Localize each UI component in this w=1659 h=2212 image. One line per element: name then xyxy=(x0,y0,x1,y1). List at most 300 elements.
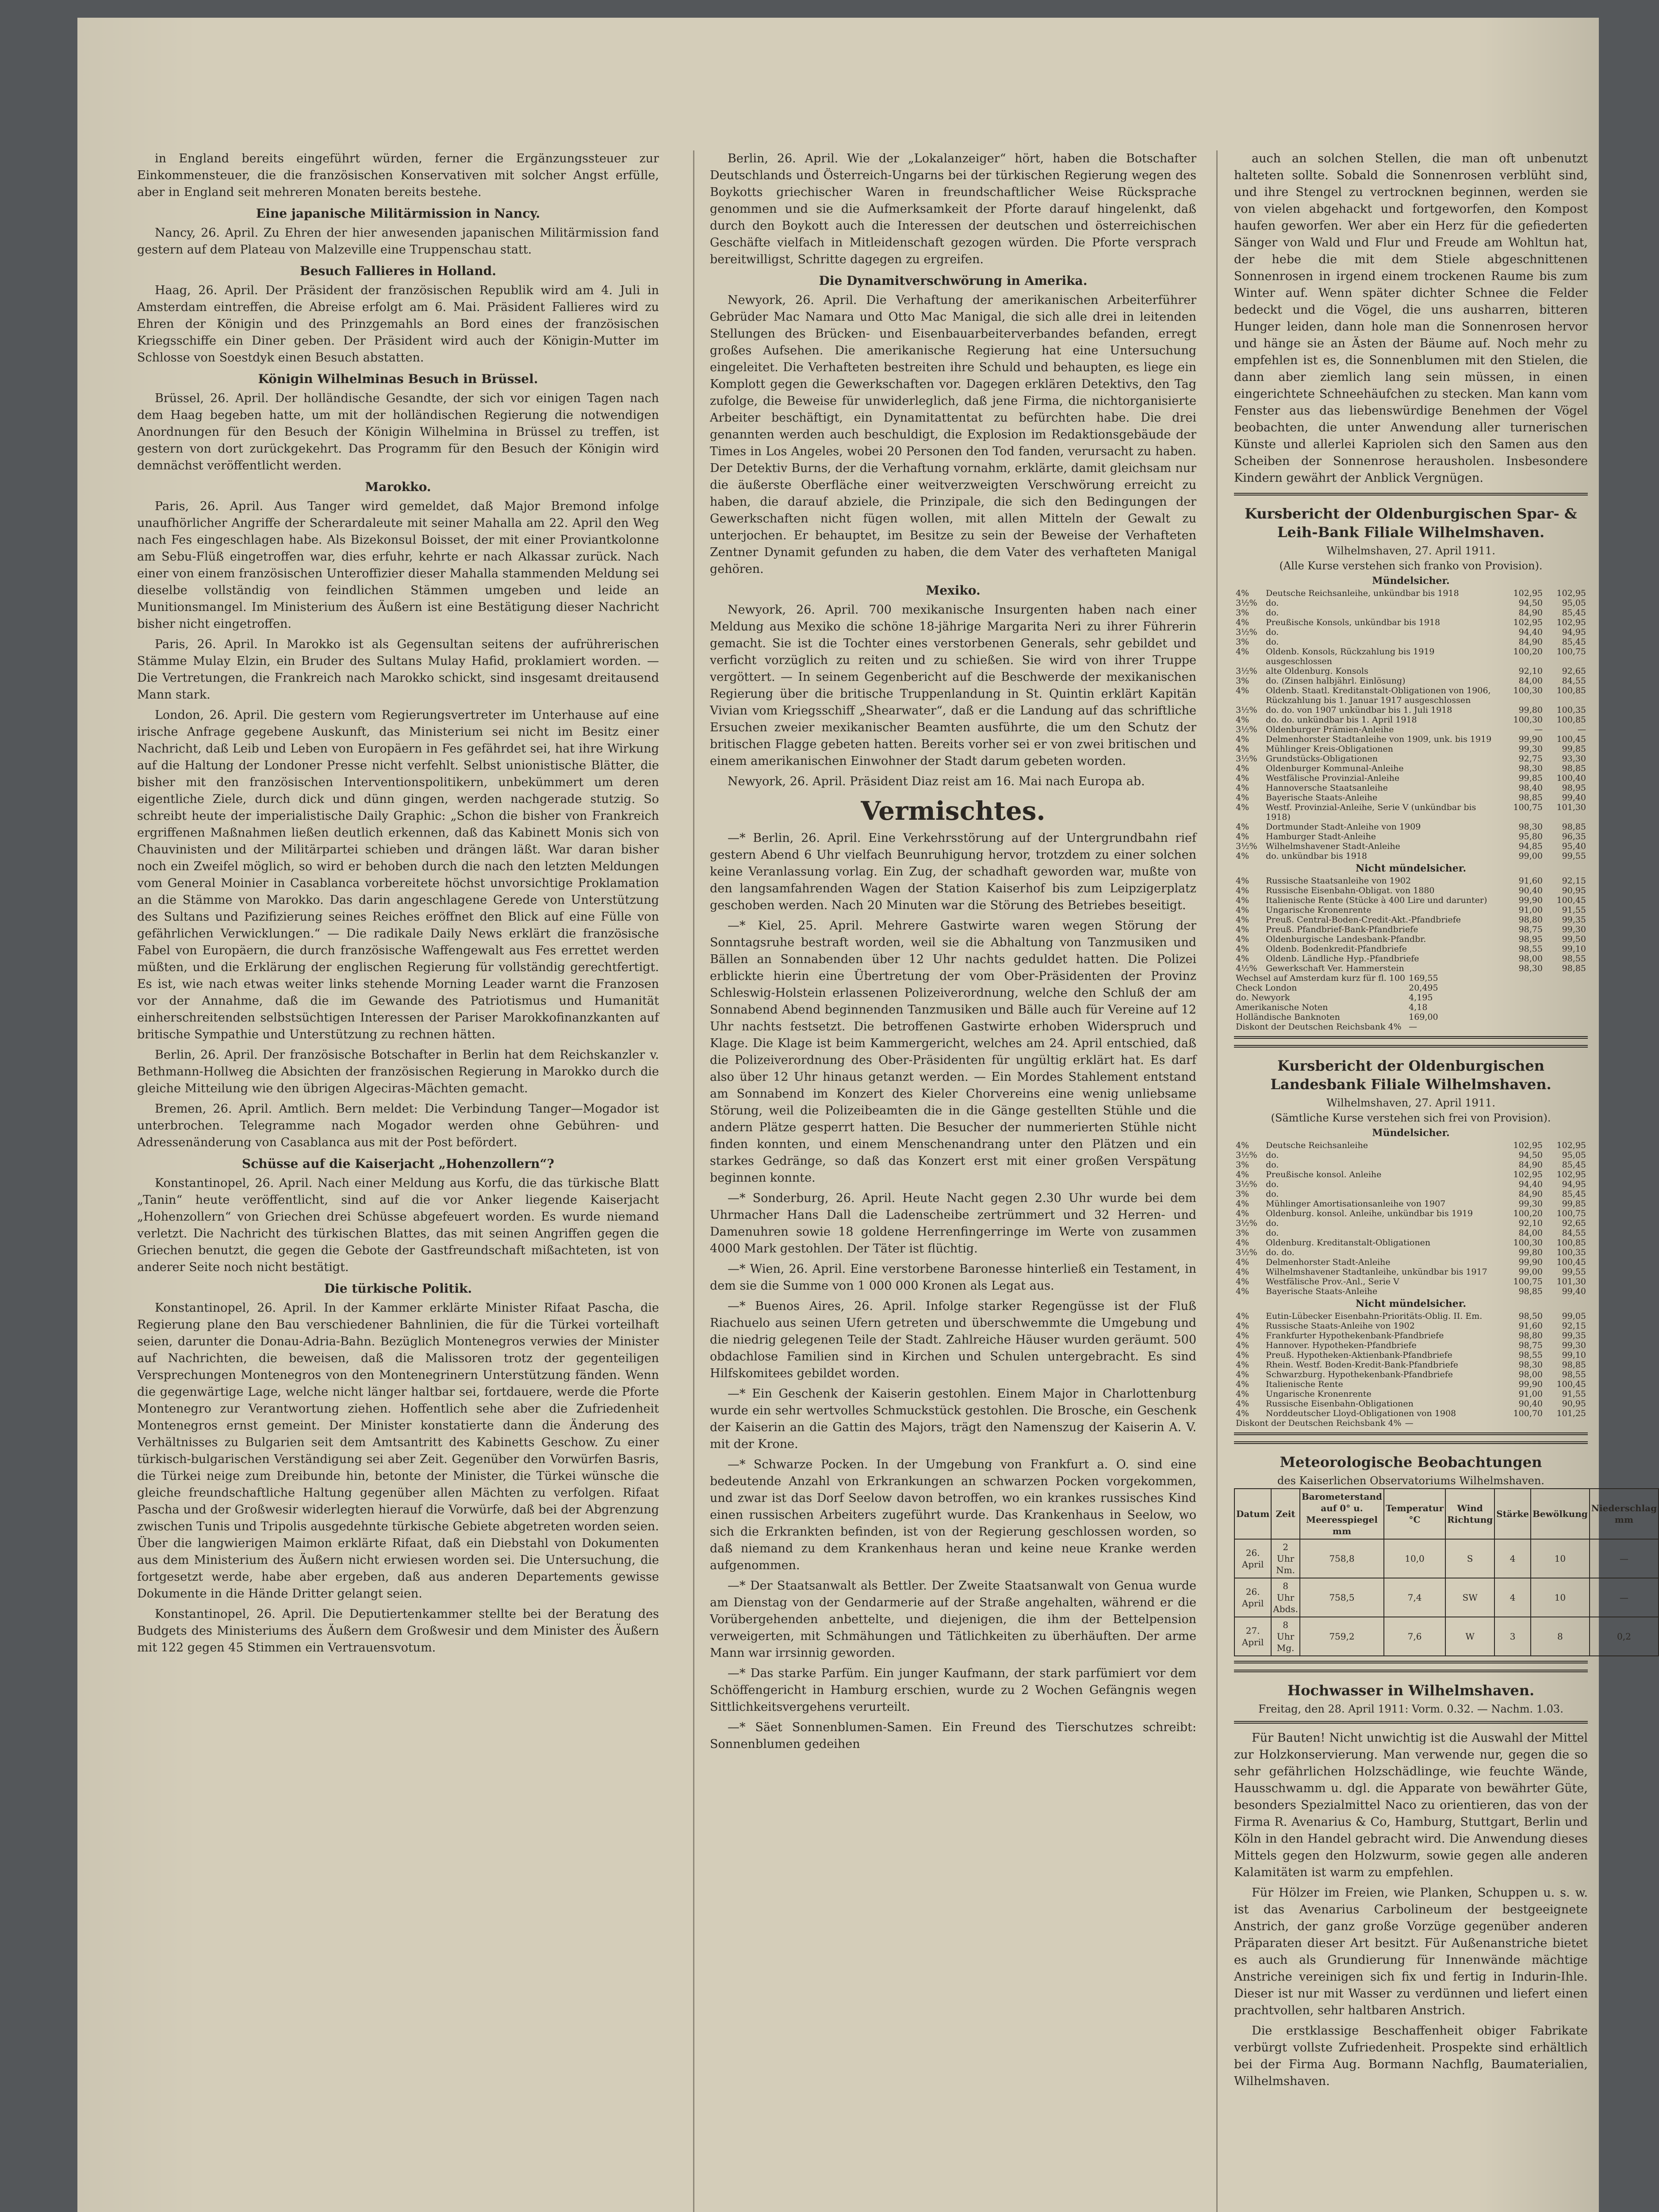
weather-header: Stärke xyxy=(1494,1489,1531,1539)
weather-report xyxy=(1234,1441,1657,1663)
rate-percent: 4% xyxy=(1236,886,1249,895)
rate-sell: 99,30 xyxy=(1562,1340,1586,1350)
rate-name: Hannoversche Staatsanleihe xyxy=(1266,783,1388,793)
rate-buy: 98,30 xyxy=(1518,964,1543,973)
rate-name: alte Oldenburg. Konsols xyxy=(1266,666,1368,676)
rate-buy: 91,00 xyxy=(1518,1389,1543,1399)
rate-name: Oldenburger Prämien-Anleihe xyxy=(1266,725,1394,734)
rate-sell: 101,25 xyxy=(1556,1409,1586,1418)
rate-row xyxy=(1234,734,1588,744)
rate-name: Preuß. Hypotheken-Aktienbank-Pfandbriefe xyxy=(1266,1350,1452,1360)
rate-name: Oldenb. Bodenkredit-Pfandbriefe xyxy=(1266,944,1407,954)
rate-row xyxy=(1234,793,1588,803)
rate-sell: 99,10 xyxy=(1562,944,1586,954)
rate-sell: 99,30 xyxy=(1562,925,1586,934)
article-heading: Mexiko. xyxy=(926,583,981,598)
column-2 xyxy=(710,150,1196,1756)
article-paragraph: Für Bauten! Nicht unwichtig ist die Auswahl der Mittel zur Holzkonservierung. Man verwende nur, gegen die so sehr gefährlichen Holzschädlinge, wie feuchte Wände, Hausschwamm u. dgl. die Apparate von bewährter Güte, besonders Spezialmittel Naco zu orientieren, das von der Firma R. Avenarius & Co, Hamburg, Stuttgart, Berlin und Köln in den Handel gebracht wird. Die Anwendung dieses Mittels gegen den Holzwurm, sowie gegen alle anderen Kalamitäten ist warm zu empfehlen. xyxy=(1234,1731,1588,1879)
rate-name: Eutin-Lübecker Eisenbahn-Prioritäts-Oblig. II. Em. xyxy=(1266,1311,1483,1321)
rates-table xyxy=(1234,1141,1588,1296)
rate-name: Oldenburger Kommunal-Anleihe xyxy=(1266,764,1404,773)
rate-percent: 3% xyxy=(1236,1189,1249,1199)
rate-row xyxy=(1234,1248,1588,1257)
rate-buy: 92,75 xyxy=(1518,754,1543,764)
weather-header: Temperatur °C xyxy=(1384,1489,1445,1539)
rate-buy: 100,30 xyxy=(1513,1238,1543,1248)
rate-buy: 102,95 xyxy=(1513,1141,1543,1150)
rate-sell: 99,40 xyxy=(1562,793,1586,803)
rate-sell: 95,05 xyxy=(1562,1150,1586,1160)
tide-report xyxy=(1234,1670,1588,1724)
article-paragraph: Die erstklassige Beschaffenheit obiger Fabrikate verbürgt vollste Zufriedenheit. Prospekte sind erhältlich bei der Firma Aug. Bormann Nachflg, Baumaterialien, Wilhelmshaven. xyxy=(1234,2024,1588,2088)
rate-name: Hannover. Hypotheken-Pfandbriefe xyxy=(1266,1340,1417,1350)
rate-sell: 100,85 xyxy=(1556,1238,1586,1248)
rate-percent: 4% xyxy=(1236,1141,1249,1150)
rate-percent: 4% xyxy=(1236,915,1249,925)
weather-table xyxy=(1234,1488,1659,1656)
rate-percent: 4% xyxy=(1236,1277,1249,1286)
rate-row xyxy=(1234,886,1588,895)
weather-cell: 0,2 xyxy=(1590,1617,1659,1656)
rate-name: do. xyxy=(1266,1179,1279,1189)
rate-percent: 4% xyxy=(1236,1311,1249,1321)
rate-buy: 98,30 xyxy=(1518,1360,1543,1370)
rate-buy: 99,80 xyxy=(1518,1248,1543,1257)
rate-buy: 90,40 xyxy=(1518,886,1543,895)
rate-row xyxy=(1234,1141,1588,1150)
rate-buy: 90,40 xyxy=(1518,1399,1543,1409)
rate-row xyxy=(1234,1360,1588,1370)
article-heading: Die Dynamitverschwörung in Amerika. xyxy=(819,273,1088,288)
rate-name: do. xyxy=(1266,627,1279,637)
rate-percent: 4% xyxy=(1236,1389,1249,1399)
rate-sell: 100,45 xyxy=(1556,1257,1586,1267)
rate-percent: 4% xyxy=(1236,1331,1249,1340)
rate-row xyxy=(1234,876,1588,886)
rate-buy: 99,00 xyxy=(1518,1267,1543,1277)
column-divider xyxy=(1216,150,1218,2212)
tide-times: Freitag, den 28. April 1911: Vorm. 0.32. — Nachm. 1.03. xyxy=(1258,1703,1563,1715)
weather-cell: 8 xyxy=(1531,1617,1590,1656)
rate-percent: 4% xyxy=(1236,783,1249,793)
rate-name: do. (Zinsen halbjährl. Einlösung) xyxy=(1266,676,1406,686)
rate-percent: 3½% xyxy=(1236,666,1257,676)
rate-buy: 98,55 xyxy=(1518,944,1543,954)
rate-name: Westfälische Prov.-Anl., Serie V xyxy=(1266,1277,1399,1286)
weather-cell: 26. April xyxy=(1234,1539,1271,1578)
rate-buy: 84,90 xyxy=(1518,608,1543,618)
report-date: Wilhelmshaven, 27. April 1911. xyxy=(1326,545,1495,557)
rate-buy: 99,90 xyxy=(1518,1257,1543,1267)
rate-name: do. unkündbar bis 1918 xyxy=(1266,851,1367,861)
weather-cell: 4 xyxy=(1494,1578,1531,1617)
rate-row xyxy=(1234,1228,1588,1238)
rate-buy: 98,40 xyxy=(1518,783,1543,793)
weather-row xyxy=(1234,1539,1659,1578)
weather-cell: SW xyxy=(1445,1578,1494,1617)
rate-percent: 4% xyxy=(1236,793,1249,803)
weather-header: Niederschlag mm xyxy=(1590,1489,1659,1539)
report-section: Mündelsicher. xyxy=(1372,1127,1450,1139)
rate-row xyxy=(1234,608,1588,618)
rate-buy: 99,30 xyxy=(1518,1199,1543,1209)
article-paragraph: —* Der Staatsanwalt als Bettler. Der Zweite Staatsanwalt von Genua wurde am Dienstag von der Gendarmerie auf der Straße angehalten, während er die Vorübergehenden anbettelte, und diejenigen, die ihm der Bettelpension verweigerten, mit Schmähungen und Tätlichkeiten zu überhäuften. Der arme Mann war irrsinnig geworden. xyxy=(710,1579,1196,1660)
rate-sell: 100,40 xyxy=(1556,773,1586,783)
article-paragraph: Newyork, 26. April. Präsident Diaz reist am 16. Mai nach Europa ab. xyxy=(728,775,1145,788)
rate-name: Dortmunder Stadt-Anleihe von 1909 xyxy=(1266,822,1421,832)
rate-sell: 99,55 xyxy=(1562,851,1586,861)
rate-sell: 99,40 xyxy=(1562,1286,1586,1296)
rate-buy: 91,60 xyxy=(1518,1321,1543,1331)
rate-percent: 3% xyxy=(1236,676,1249,686)
article-paragraph: Berlin, 26. April. Der französische Botschafter in Berlin hat dem Reichskanzler v. Bethmann-Hollweg die Absichten der französischen Regierung in Marokko durch die gleiche Mitteilung wie den übrigen Algeciras-Mächten gemacht. xyxy=(137,1048,659,1095)
weather-cell: 758,5 xyxy=(1300,1578,1384,1617)
rate-sell: 84,55 xyxy=(1562,676,1586,686)
rate-percent: 4% xyxy=(1236,588,1249,598)
article-paragraph: Paris, 26. April. Aus Tanger wird gemeldet, daß Major Bremond infolge unaufhörlicher Angriffe der Scherardaleute mit seiner Mahalla am 22. April den Weg nach Fes eingeschlagen habe. Als Bizekonsul Boisset, der mit einer Proviantkolonne am Sebu-Flüß eingetroffen war, dies erfuhr, kehrte er nach Alkassar zurück. Nach einer von einem französischen Unteroffizier dieser Mahalla stammenden Meldung sei dieselbe vollständig von feindlichen Stämmen umgeben und leide an Munitionsmangel. Im Ministerium des Äußern ist eine Bestätigung dieser Nachricht bisher nicht eingetroffen. xyxy=(137,499,659,631)
weather-cell: 4 xyxy=(1494,1539,1531,1578)
rate-row xyxy=(1234,851,1588,861)
rate-buy: 98,80 xyxy=(1518,1331,1543,1340)
weather-header: Barometerstand auf 0° u. Meeresspiegel mm xyxy=(1300,1489,1384,1539)
article-heading: Königin Wilhelminas Besuch in Brüssel. xyxy=(258,372,538,386)
weather-cell: 3 xyxy=(1494,1617,1531,1656)
weather-header: Wind Richtung xyxy=(1445,1489,1494,1539)
rate-row xyxy=(1234,783,1588,793)
rate-name: do. xyxy=(1266,1218,1279,1228)
article-paragraph: Konstantinopel, 26. April. Nach einer Meldung aus Korfu, die das türkische Blatt „Tanin“ heute veröffentlicht, sind auf die vor Anker liegende Kaiserjacht „Hohenzollern“ von Griechen drei Schüsse abgefeuert worden. Es wurde niemand verletzt. Die Nachricht des türkischen Blattes, das mit seinen Angriffen gegen die Griechen benutzt, die gegen die Gebote der Gastfreundschaft mißachteten, ist von anderer Seite noch nicht bestätigt. xyxy=(137,1176,659,1274)
rate-row xyxy=(1234,588,1588,598)
rate-buy: 99,80 xyxy=(1518,705,1543,715)
rate-sell: 98,85 xyxy=(1562,1360,1586,1370)
report-section: Mündelsicher. xyxy=(1372,575,1450,587)
rate-buy: 91,60 xyxy=(1518,876,1543,886)
rate-row xyxy=(1234,1389,1588,1399)
rate-sell: 100,45 xyxy=(1556,1379,1586,1389)
rate-sell: 92,15 xyxy=(1562,1321,1586,1331)
rate-sell: 100,85 xyxy=(1556,686,1586,695)
rate-name: Preuß. Pfandbrief-Bank-Pfandbriefe xyxy=(1266,925,1418,934)
rate-sell: 100,75 xyxy=(1556,647,1586,657)
rate-percent: 3½% xyxy=(1236,1218,1257,1228)
rate-percent: 4% xyxy=(1236,1360,1249,1370)
rate-percent: 4% xyxy=(1236,1199,1249,1209)
rate-sell: 85,45 xyxy=(1562,608,1586,618)
rate-row xyxy=(1234,1218,1588,1228)
rate-name: do. xyxy=(1266,608,1279,618)
rate-sell: 100,85 xyxy=(1556,715,1586,725)
rate-row xyxy=(1234,618,1588,627)
rate-sell: 98,95 xyxy=(1562,783,1586,793)
rate-percent: 4% xyxy=(1236,1286,1249,1296)
rate-row xyxy=(1234,993,1588,1002)
weather-cell: 759,2 xyxy=(1300,1617,1384,1656)
rate-percent: 3½% xyxy=(1236,1248,1257,1257)
rate-name: do. do. xyxy=(1266,1248,1295,1257)
rate-row xyxy=(1234,666,1588,676)
column-1 xyxy=(137,150,659,1660)
rate-buy: 102,95 xyxy=(1513,1170,1543,1179)
weather-cell: 8 Uhr Abds. xyxy=(1271,1578,1300,1617)
rate-name: Oldenburg. konsol. Anleihe, unkündbar bis 1919 xyxy=(1266,1209,1473,1218)
rate-row xyxy=(1234,1012,1588,1022)
rate-buy: 100,75 xyxy=(1513,803,1543,812)
weather-header-row xyxy=(1234,1489,1659,1539)
rate-percent: 3% xyxy=(1236,1160,1249,1170)
rate-percent: 4% xyxy=(1236,618,1249,627)
rate-buy: 98,00 xyxy=(1518,1370,1543,1379)
rate-buy: 99,90 xyxy=(1518,1379,1543,1389)
rate-row xyxy=(1234,1267,1588,1277)
rate-percent: Amerikanische Noten xyxy=(1236,1002,1328,1012)
article-paragraph: in England bereits eingeführt würden, ferner die Ergänzungssteuer zur Einkommensteuer, die die französischen Konservativen mit solcher Angst erfülle, aber in England seit mehreren Monaten bereits bestehe. xyxy=(137,152,659,199)
rate-name: Italienische Rente xyxy=(1266,1379,1343,1389)
rate-name: Bayerische Staats-Anleihe xyxy=(1266,793,1378,803)
weather-cell: 26. April xyxy=(1234,1578,1271,1617)
rate-sell: 94,95 xyxy=(1562,627,1586,637)
rate-row xyxy=(1234,715,1588,725)
rate-sell: 98,55 xyxy=(1562,1370,1586,1379)
rate-row xyxy=(1234,934,1588,944)
rate-row xyxy=(1234,1311,1588,1321)
rate-percent: 3½% xyxy=(1236,841,1257,851)
weather-cell: W xyxy=(1445,1617,1494,1656)
rate-name: Russische Staats-Anleihe von 1902 xyxy=(1266,1321,1415,1331)
rate-percent: 4% xyxy=(1236,876,1249,886)
rate-sell: 100,45 xyxy=(1556,895,1586,905)
article-paragraph: —* Buenos Aires, 26. April. Infolge starker Regengüsse ist der Fluß Riachuelo aus seinen Ufern getreten und überschwemmte die Umgebung und die niedrig gelegenen Teile der Stadt. Zahlreiche Häuser wurden geräumt. 500 obdachlose Familien sind in Kirchen und Schulen untergebracht. Es sind Hilfskomitees gebildet worden. xyxy=(710,1299,1196,1380)
rate-buy: — xyxy=(1534,725,1543,734)
rate-buy: 100,75 xyxy=(1513,1277,1543,1286)
report-note: (Sämtliche Kurse verstehen sich frei von Provision). xyxy=(1271,1112,1551,1124)
article-paragraph: Newyork, 26. April. 700 mexikanische Insurgenten haben nach einer Meldung aus Mexiko die schöne 18-jährige Margarita Neri zu ihrer Führerin gemacht. Sie ist die Tochter eines verstorbenen Generals, sehr gebildet und verficht vorzüglich zu reiten und zu schießen. Sie wird von ihrer Truppe vergöttert. — In seinem Gegenbericht auf die Beschwerde der mexikanischen Regierung über die britische Truppenlandung in St. Quintin erklärt Kapitän Vivian vom Kriegsschiff „Shearwater“, daß er die Landung auf das schriftliche Ersuchen zweier mexikanischer Beamten ausführte, die um den Schutz der britischen Flagge gebeten hatten. Bereits vorher sei er von zwei britischen und einem amerikanischen Einwohner der Stadt darum gebeten worden. xyxy=(710,603,1196,768)
rate-buy: 100,70 xyxy=(1513,1409,1543,1418)
rate-name: 169,55 xyxy=(1409,973,1438,983)
rate-buy: 98,80 xyxy=(1518,915,1543,925)
rate-sell: 102,95 xyxy=(1556,1141,1586,1150)
rate-name: — xyxy=(1405,1418,1414,1428)
rate-row xyxy=(1234,1350,1588,1360)
rate-row xyxy=(1234,754,1588,764)
rate-row xyxy=(1234,1277,1588,1286)
rate-sell: 100,35 xyxy=(1556,705,1586,715)
rate-name: Wilhelmshavener Stadt-Anleihe xyxy=(1266,841,1400,851)
rate-sell: 91,55 xyxy=(1562,1389,1586,1399)
rate-sell: 99,85 xyxy=(1562,744,1586,754)
rate-row xyxy=(1234,983,1588,993)
rate-percent: 4% xyxy=(1236,944,1249,954)
rate-row xyxy=(1234,1257,1588,1267)
weather-row xyxy=(1234,1617,1659,1656)
rate-name: 4,195 xyxy=(1409,993,1433,1002)
rate-name: Russische Eisenbahn-Obligat. von 1880 xyxy=(1266,886,1435,895)
weather-cell: 10 xyxy=(1531,1578,1590,1617)
article-heading: Eine japanische Militärmission in Nancy. xyxy=(256,206,540,221)
rate-percent: 4% xyxy=(1236,1409,1249,1418)
rate-row xyxy=(1234,895,1588,905)
weather-cell: — xyxy=(1590,1578,1659,1617)
rates-table xyxy=(1234,1418,1588,1428)
rate-row xyxy=(1234,1409,1588,1418)
rate-name: Hamburger Stadt-Anleihe xyxy=(1266,832,1376,841)
rate-buy: 100,20 xyxy=(1513,647,1543,657)
rate-row xyxy=(1234,1022,1588,1032)
rate-row xyxy=(1234,1160,1588,1170)
rate-percent: 4% xyxy=(1236,1340,1249,1350)
rate-percent: 4% xyxy=(1236,1170,1249,1179)
article-heading: Schüsse auf die Kaiserjacht „Hohenzollern“? xyxy=(241,1156,554,1171)
rate-buy: 98,95 xyxy=(1518,934,1543,944)
article-paragraph: —* Ein Geschenk der Kaiserin gestohlen. Einem Major in Charlottenburg wurde ein sehr wertvolles Schmuckstück gestohlen. Die Brosche, ein Geschenk der Kaiserin an die Gattin des Majors, trägt den Namenszug der Kaiserin A. V. mit der Krone. xyxy=(710,1387,1196,1451)
rate-percent: 4% xyxy=(1236,822,1249,832)
rate-row xyxy=(1234,1189,1588,1199)
rate-row xyxy=(1234,1399,1588,1409)
rate-row xyxy=(1234,1170,1588,1179)
rate-percent: 4% xyxy=(1236,686,1249,695)
weather-row xyxy=(1234,1578,1659,1617)
rate-name: Westf. Provinzial-Anleihe, Serie V (unkündbar bis 1918) xyxy=(1266,803,1476,822)
rate-percent: 3% xyxy=(1236,608,1249,618)
rate-buy: 100,30 xyxy=(1513,686,1543,695)
article-heading: Besuch Fallieres in Holland. xyxy=(299,264,497,278)
rate-row xyxy=(1234,1331,1588,1340)
rate-row xyxy=(1234,964,1588,973)
rate-sell: 99,85 xyxy=(1562,1199,1586,1209)
rate-buy: 98,30 xyxy=(1518,822,1543,832)
rate-percent: Wechsel auf Amsterdam kurz für fl. 100 xyxy=(1236,973,1406,983)
weather-cell: 10,0 xyxy=(1384,1539,1445,1578)
rate-percent: 3% xyxy=(1236,637,1249,647)
article-paragraph: London, 26. April. Die gestern vom Regierungsvertreter im Unterhause auf eine irische Anfrage gegebene Auskunft, das Ministerium sei nicht im Besitz einer Nachricht, daß Leib und Leben von Europäern in Fes gefährdet sei, hat ihre Wirkung auf die Haltung der Londoner Presse nicht verfehlt. Selbst unionistische Blätter, die bisher mit den französischen Interventionspolitikern, unbekümmert um deren eigentliche Ziele, durch dick und dünn gingen, werden nachgerade stutzig. So schreibt heute der imperialistische Daily Graphic: „Schon die bisher von Frankreich ergriffenen Maßnahmen ließen deutlich erkennen, daß das Kabinett Monis sich von Chauvinisten und der Militärpartei schieben und drängen läßt. War daran bisher noch ein Zweifel möglich, so wird er behoben durch die nach den letzten Meldungen vom General Moinier in Casablanca vorbereitete höchst unvorsichtige Proklamation an die Stämme von Marokko. Das darin angeschlagene Gerede von Unterstützung des Sultans und Pazifizierung seines Reiches eröffnet den Blick auf eine Fülle von gefährlichen Verwicklungen.“ — Die radikale Daily News erklärt die französische Fabel von Europäern, die durch französische Waffengewalt aus Fes errettet werden müßten, und die Erklärung der englischen Regierung für vollständig gerechtfertigt. Es ist, wie nach etwas weiter links stehende Morning Leader warnt die Franzosen vor der Annahme, daß die im Gewande des Patriotismus und Humanität einherschreitenden selbstsüchtigen Interessen der Pariser Marokkofinanzkanten auf britische Sympathie und Unterstützung zu rechnen hätten. xyxy=(137,708,659,1041)
article-paragraph: Bremen, 26. April. Amtlich. Bern meldet: Die Verbindung Tanger—Mogador ist unterbrochen. Telegramme nach Mogador werden ohne Gebühren- und Adressenänderung von Casablanca aus mit der Post befördert. xyxy=(137,1102,659,1149)
article-paragraph: —* Säet Sonnenblumen-Samen. Ein Freund des Tierschutzes schreibt: Sonnenblumen gedeihen xyxy=(710,1720,1196,1751)
article-paragraph: auch an solchen Stellen, die man oft unbenutzt halteten sollte. Sobald die Sonnenrosen verblüht sind, und ihre Stengel zu vertrocknen beginnen, werden sie von vielen abgehackt und fortgeworfen, den Kompost haufen geworfen. Wer aber ein Herz für die gefiederten Sänger von Wald und Flur und Freude am Wohltun hat, der hebe die mit dem Stiele abgeschnittenen Sonnenrosen in irgend einem trockenen Raume bis zum Winter auf. Wenn später dichter Schnee die Felder bedeckt und die Vögel, die uns ausharren, bitteren Hunger leiden, dann hole man die Sonnenrosen hervor und hänge sie an Ästen der Bäume auf. Noch mehr zu empfehlen ist es, die Sonnenblumen mit den Stielen, die dann aber ziemlich lang sein müssen, in einen eingerichtete Schneehäufchen zu stecken. Man kann vom Fenster aus das liebenswürdige Benehmen der Vögel beobachten, die unter Anwendung aller turnerischen Künste und allerlei Kapriolen sich den Samen aus den Scheiben der Sonnenrose herausholen. Insbesondere Kindern gewährt der Anblick Vergnügen. xyxy=(1234,152,1588,485)
rate-name: Oldenburgische Landesbank-Pfandbr. xyxy=(1266,934,1426,944)
article-paragraph: —* Kiel, 25. April. Mehrere Gastwirte waren wegen Störung der Sonntagsruhe bestraft worden, weil sie die Abhaltung von Tanzmusiken und Bällen an Sonnabenden über 12 Uhr nachts geduldet hatten. Die Polizei erblickte hierin eine Übertretung der vom Ober-Präsidenten der Provinz Schleswig-Holstein erlassenen Polizeiverordnung, welche den Schluß der am Sonnabend Abend beginnenden Tanzmusiken und Bälle auch für Vereine auf 12 Uhr nachts festsetzt. Die betroffenen Gastwirte erhoben Widerspruch und Klage. Die Klage ist beim Kammergericht, welches am 24. April entschied, daß die Polizeiverordnung des Ober-Präsidenten für ungültig erklärt hat. Es darf also über 12 Uhr hinaus getanzt werden. — Ein Mordes Stahlement entstand am Sonnabend im Konzert des Kieler Chorvereins eine wenig unliebsame Störung, weil die Polizeibeamten die in die Gänge gestellten Stühle und die andern Plätze gesperrt hatten. Die Besucher der nummerierten Stühle nicht finden konnten, und einem Menschenandrang unter den Plätzen und ein starkes Gedränge, so daß das Konzert erst mit einer großen Verspätung beginnen konnte. xyxy=(710,919,1196,1185)
rate-percent: Check London xyxy=(1236,983,1297,993)
rate-buy: 98,75 xyxy=(1518,1340,1543,1350)
report-section: Nicht mündelsicher. xyxy=(1355,1298,1467,1310)
weather-cell: 27. April xyxy=(1234,1617,1271,1656)
rate-name: 169,00 xyxy=(1409,1012,1438,1022)
article-paragraph: —* Wien, 26. April. Eine verstorbene Baronesse hinterließ ein Testament, in dem sie die Summe von 1 000 000 Kronen als Legat aus. xyxy=(710,1262,1196,1293)
rate-buy: 84,90 xyxy=(1518,1189,1543,1199)
rate-sell: 100,45 xyxy=(1556,734,1586,744)
rate-name: Oldenb. Ländliche Hyp.-Pfandbriefe xyxy=(1266,954,1419,964)
rate-percent: 3½% xyxy=(1236,1179,1257,1189)
rate-buy: 98,00 xyxy=(1518,954,1543,964)
rate-sell: 90,95 xyxy=(1562,886,1586,895)
rate-name: Schwarzburg. Hypothekenbank-Pfandbriefe xyxy=(1266,1370,1453,1379)
rate-name: Oldenb. Konsols, Rückzahlung bis 1919 ausgeschlossen xyxy=(1266,647,1435,666)
weather-header: Bewölkung xyxy=(1531,1489,1590,1539)
rate-sell: 99,35 xyxy=(1562,915,1586,925)
rate-row xyxy=(1234,764,1588,773)
rate-sell: 102,95 xyxy=(1556,618,1586,627)
rate-row xyxy=(1234,1379,1588,1389)
rates-table xyxy=(1234,973,1588,1032)
rate-name: Oldenburg. Kreditanstalt-Obligationen xyxy=(1266,1238,1431,1248)
rate-row xyxy=(1234,725,1588,734)
rate-percent: 3½% xyxy=(1236,627,1257,637)
weather-header: Zeit xyxy=(1271,1489,1300,1539)
rate-name: do. xyxy=(1266,1150,1279,1160)
rate-row xyxy=(1234,1418,1588,1428)
rate-name: do. xyxy=(1266,1228,1279,1238)
rate-name: Russische Staatsanleihe von 1902 xyxy=(1266,876,1411,886)
rate-row xyxy=(1234,773,1588,783)
column-3 xyxy=(1234,150,1657,2093)
rate-name: Wilhelmshavener Stadtanleihe, unkündbar bis 1917 xyxy=(1266,1267,1487,1277)
rate-name: Bayerische Staats-Anleihe xyxy=(1266,1286,1378,1296)
rate-percent: 4% xyxy=(1236,934,1249,944)
rate-percent: 4% xyxy=(1236,647,1249,657)
article-paragraph: —* Das starke Parfüm. Ein junger Kaufmann, der stark parfümiert vor dem Schöffengericht in Hamburg erschien, wurde zu 2 Wochen Gefängnis wegen Sittlichkeitsvergehens verurteilt. xyxy=(710,1667,1196,1714)
rate-sell: 92,15 xyxy=(1562,876,1586,886)
rate-name: do. xyxy=(1266,637,1279,647)
rate-name: do. xyxy=(1266,1160,1279,1170)
rate-name: Mühlinger Kreis-Obligationen xyxy=(1266,744,1393,754)
rate-row xyxy=(1234,647,1588,666)
rate-sell: 85,45 xyxy=(1562,637,1586,647)
rate-row xyxy=(1234,925,1588,934)
rate-name: Russische Eisenbahn-Obligationen xyxy=(1266,1399,1414,1409)
rate-name: Delmenhorster Stadt-Anleihe xyxy=(1266,1257,1391,1267)
rate-buy: 92,10 xyxy=(1518,1218,1543,1228)
rate-buy: 95,80 xyxy=(1518,832,1543,841)
rate-buy: 98,85 xyxy=(1518,1286,1543,1296)
rate-percent: 4% xyxy=(1236,1370,1249,1379)
weather-cell: — xyxy=(1590,1539,1659,1578)
tide-title: Hochwasser in Wilhelmshaven. xyxy=(1287,1682,1535,1699)
rate-sell: 90,95 xyxy=(1562,1399,1586,1409)
rate-buy: 102,95 xyxy=(1513,618,1543,627)
rate-name: Deutsche Reichsanleihe xyxy=(1266,1141,1368,1150)
rate-name: Preußische Konsols, unkündbar bis 1918 xyxy=(1266,618,1441,627)
rate-percent: Holländische Banknoten xyxy=(1236,1012,1340,1022)
rate-percent: do. Newyork xyxy=(1236,993,1290,1002)
weather-cell: 7,6 xyxy=(1384,1617,1445,1656)
rate-buy: 98,30 xyxy=(1518,764,1543,773)
stock-report xyxy=(1234,1045,1588,1435)
rate-sell: 100,75 xyxy=(1556,1209,1586,1218)
rate-sell: 99,35 xyxy=(1562,1331,1586,1340)
rate-percent: 4% xyxy=(1236,773,1249,783)
rate-buy: 99,90 xyxy=(1518,895,1543,905)
rate-percent: 4% xyxy=(1236,1399,1249,1409)
rate-percent: 4½% xyxy=(1236,964,1257,973)
rate-sell: 98,55 xyxy=(1562,954,1586,964)
article-paragraph: Konstantinopel, 26. April. In der Kammer erklärte Minister Rifaat Pascha, die Regierung plane den Bau verschiedener Bahnlinien, die für die Türkei vorteilhaft seien, darunter die Donau-Adria-Bahn. Bezüglich Montenegros verwies der Minister auf Nachrichten, die beweisen, daß die Malissoren trotz der gegenteiligen Versprechungen Montenegros von den Montenegrinern Unterstützung fänden. Wenn die gegenwärtige Lage, welche nicht länger haltbar sei, fortdauere, werde die Pforte Montenegro zur Verantwortung ziehen. Hoffentlich sehe aber die Zufriedenheit Montenegros ernst gemeint. Der Minister konstatierte dann die Änderung des Verhältnisses zu Bulgarien seit dem Amtsantritt des Kabinetts Geschow. Zu einer türkisch-bulgarischen Verständigung sei aber Zeit. Gegenüber den Vorwürfen Basris, die Türkei neige zum Dreibunde hin, betonte der Minister, die Türkei wünsche die gleiche freundschaftliche Haltung gegenüber allen Mächten zu verfolgen. Rifaat Pascha und der Großwesir widerlegten hierauf die Vorwürfe, daß bei der Abgrenzung zwischen Tunis und Tripolis ausgedehnte türkische Gebiete abgetreten worden seien. Über die langwierigen Maimon erklärte Rifaat, daß ein Diebstahl von Dokumenten aus dem Ministerium des Äußern nicht erwiesen worden sei. Die Untersuchung, die fortgesetzt werde, habe aber ergeben, daß aus anderen Departements gewisse Dokumente in die Hände Dritter gelangt seien. xyxy=(137,1301,659,1601)
weather-cell: 758,8 xyxy=(1300,1539,1384,1578)
article-paragraph: Berlin, 26. April. Wie der „Lokalanzeiger“ hört, haben die Botschafter Deutschlands und Österreich-Ungarns bei der türkischen Regierung wegen des Boykotts griechischer Waren in freundschaftlicher Weise Rücksprache genommen und sie die Aufmerksamkeit der Pforte darauf hingelenkt, daß durch den Boykott auch die Interessen der deutschen und österreichischen Geschäfte vielfach in Mitleidenschaft gezogen würden. Die Pforte versprach bereitwilligst, Schritte dagegen zu ergreifen. xyxy=(710,152,1196,266)
rate-percent: 4% xyxy=(1236,1321,1249,1331)
weather-subtitle: des Kaiserlichen Observatoriums Wilhelmshaven. xyxy=(1277,1475,1544,1487)
rate-buy: 99,00 xyxy=(1518,851,1543,861)
section-heading: Vermischtes. xyxy=(861,796,1046,826)
rate-name: Gewerkschaft Ver. Hammerstein xyxy=(1266,964,1404,973)
rate-sell: 100,35 xyxy=(1556,1248,1586,1257)
rate-buy: 98,75 xyxy=(1518,925,1543,934)
rate-row xyxy=(1234,744,1588,754)
rate-buy: 84,90 xyxy=(1518,1160,1543,1170)
article-heading: Marokko. xyxy=(365,480,431,494)
rate-sell: 93,30 xyxy=(1562,754,1586,764)
article-heading: Die türkische Politik. xyxy=(324,1281,472,1296)
rate-sell: 102,95 xyxy=(1556,1170,1586,1179)
rate-percent: 4% xyxy=(1236,764,1249,773)
rate-percent: 4% xyxy=(1236,744,1249,754)
